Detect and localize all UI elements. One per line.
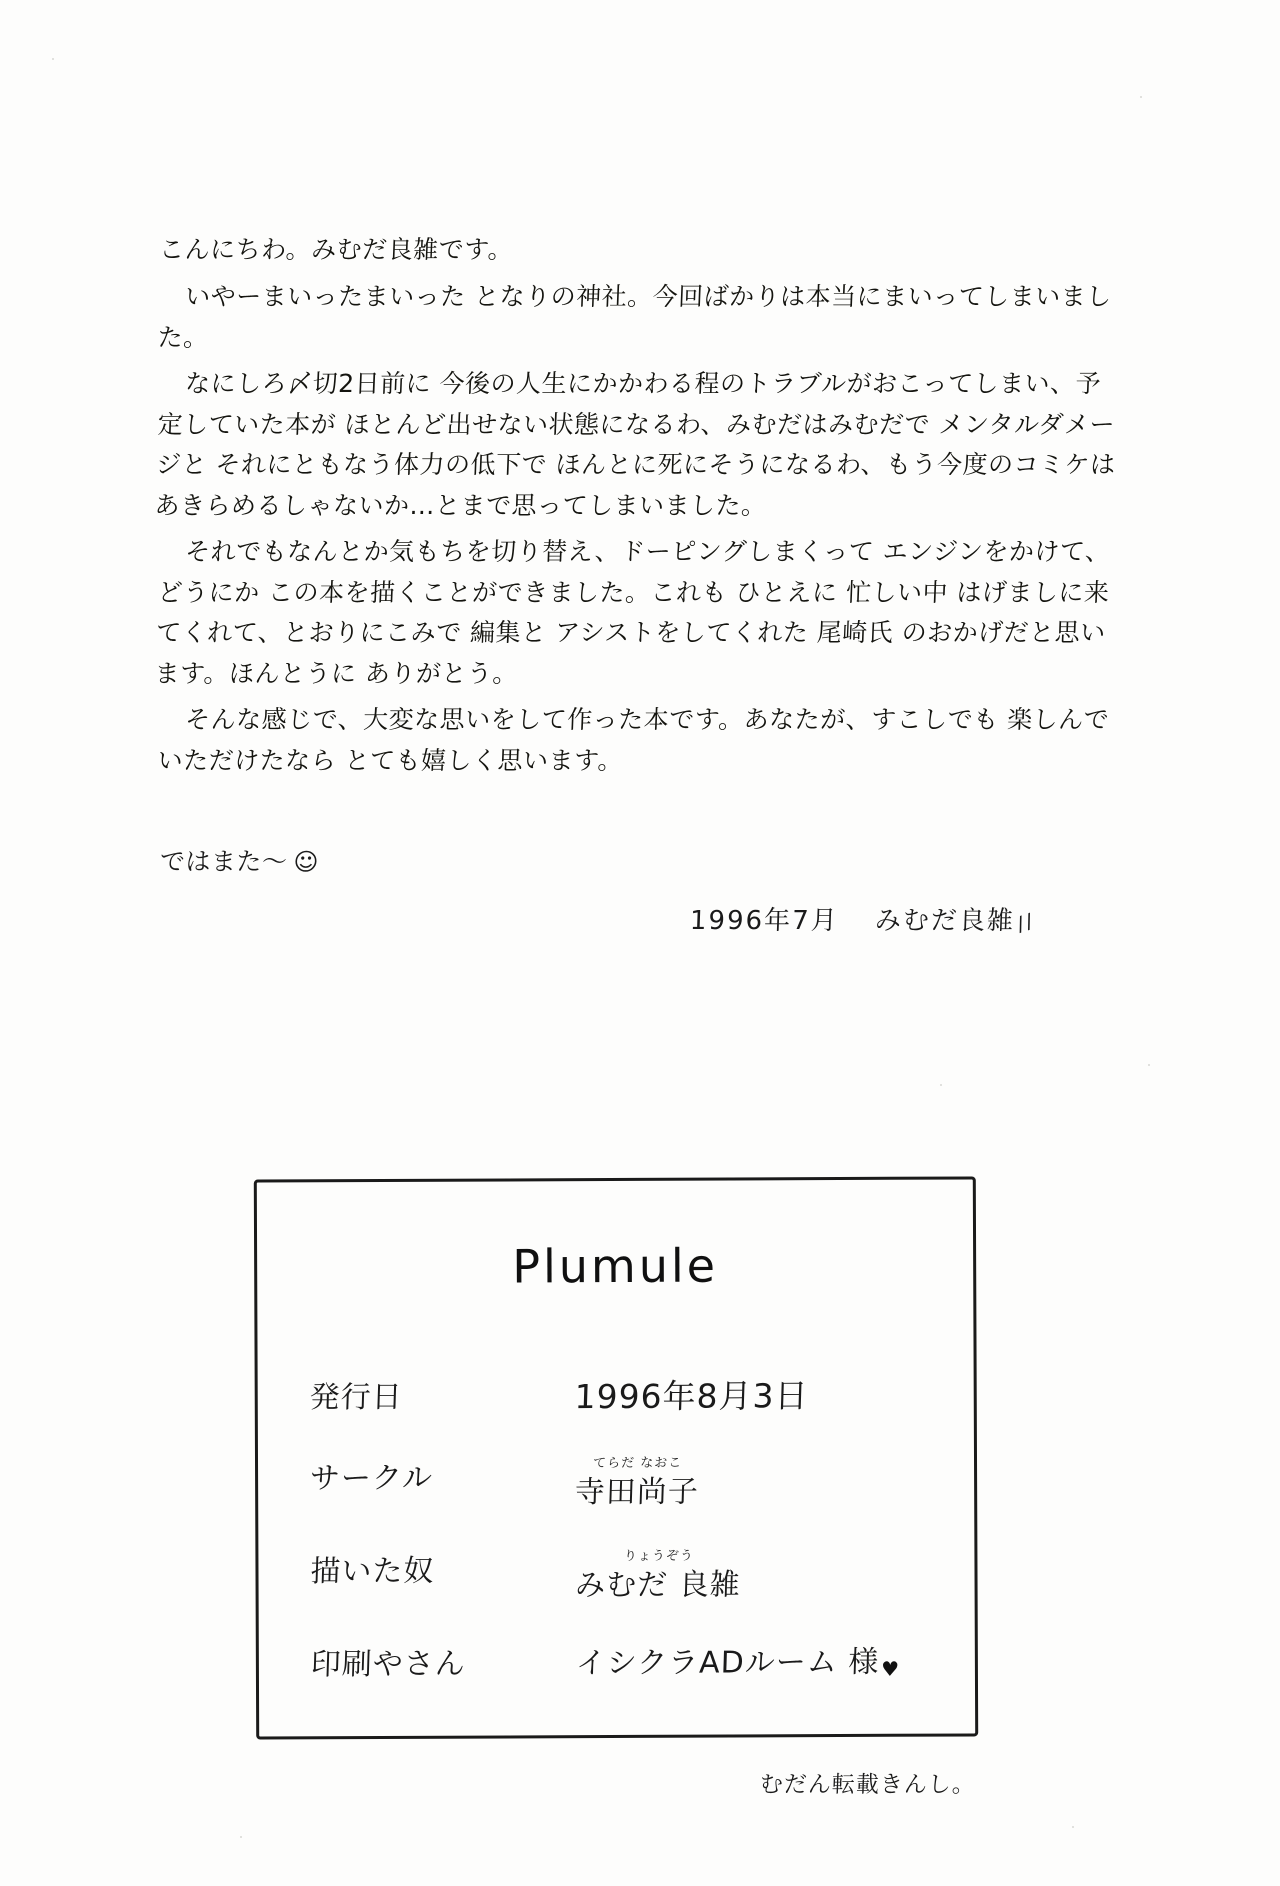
colophon-rows [310,1370,935,1718]
colophon-row [310,1370,934,1420]
smiley-face-icon: ☺ [292,848,320,876]
colophon-box [254,1176,978,1739]
paper-speck [940,1084,942,1086]
afterword-line: そんな感じで、大変な思いをして作った本です。あなたが、すこしでも 楽しんでいただけたなら とても嬉しく思います。 [157,704,1110,774]
ruby-group [575,1544,742,1604]
signature-flourish: // [1013,907,1038,937]
afterword-line: なにしろ〆切2日前に 今後の人生にかかわる程のトラブルがおこってしまい、予定していた本が ほとんど出せない状態になるわ、みむだはみむだで メンタルダメージと それにともなう体力の低下で ほんとに死にそうになるわ、もう今度のコミケはあきらめるしゃないか…とまで思ってしまいました。 [154,368,1117,519]
colophon-value [575,1637,935,1683]
colophon-row [310,1544,934,1606]
colophon-row [310,1451,934,1513]
colophon-value-text: 寺田尚子 [574,1474,700,1511]
afterword-author: みむだ良雑 [874,906,1016,936]
colophon-value [574,1451,935,1512]
ruby-text: てらだ なおこ [592,1455,683,1472]
colophon-label: 描いた奴 [309,1553,435,1590]
afterword-line: いやーまいったまいった となりの神社。今回ばかりは本当にまいってしまいました。 [157,281,1113,351]
reprint-notice: むだん転載きんし。 [759,1772,977,1798]
afterword-line: それでもなんとか気もちを切り替え、ドーピングしまくって エンジンをかけて、どうにか この本を描くことができました。これも ひとえに 忙しい中 はげましに来てくれて、とおりにこみで 編集と アシストをしてくれた 尾崎氏 のおかげだと思います。ほんとうに ありがとう。 [154,536,1112,687]
ruby-group [574,1452,700,1512]
colophon-label: 印刷やさん [310,1646,467,1683]
colophon-title: Plumule [512,1238,719,1294]
colophon-value-text: イシクラADルーム 様 [575,1644,880,1682]
paper-speck [240,1836,242,1838]
afterword-dateline [689,900,1038,937]
colophon-value [575,1544,936,1605]
afterword-signoff [159,842,319,878]
afterword-date: 1996年7月 [689,906,840,936]
afterword-text [154,230,1120,787]
colophon-value: 1996年8月3日 [574,1376,810,1417]
paper-speck [52,58,54,60]
colophon-label: 発行日 [309,1379,404,1416]
paper-speck [1072,1826,1074,1828]
afterword-line: こんにちわ。みむだ良雑です。 [158,235,514,264]
signoff-text: ではまた～ [159,847,289,876]
colophon-value-text: みむだ 良雑 [574,1567,742,1604]
colophon-row [311,1637,935,1684]
heart-icon: ♥ [880,1656,901,1681]
colophon-label: サークル [309,1460,434,1497]
paper-speck [1148,1064,1150,1066]
ruby-text: りょうぞう [623,1548,695,1564]
paper-speck [1140,96,1142,98]
